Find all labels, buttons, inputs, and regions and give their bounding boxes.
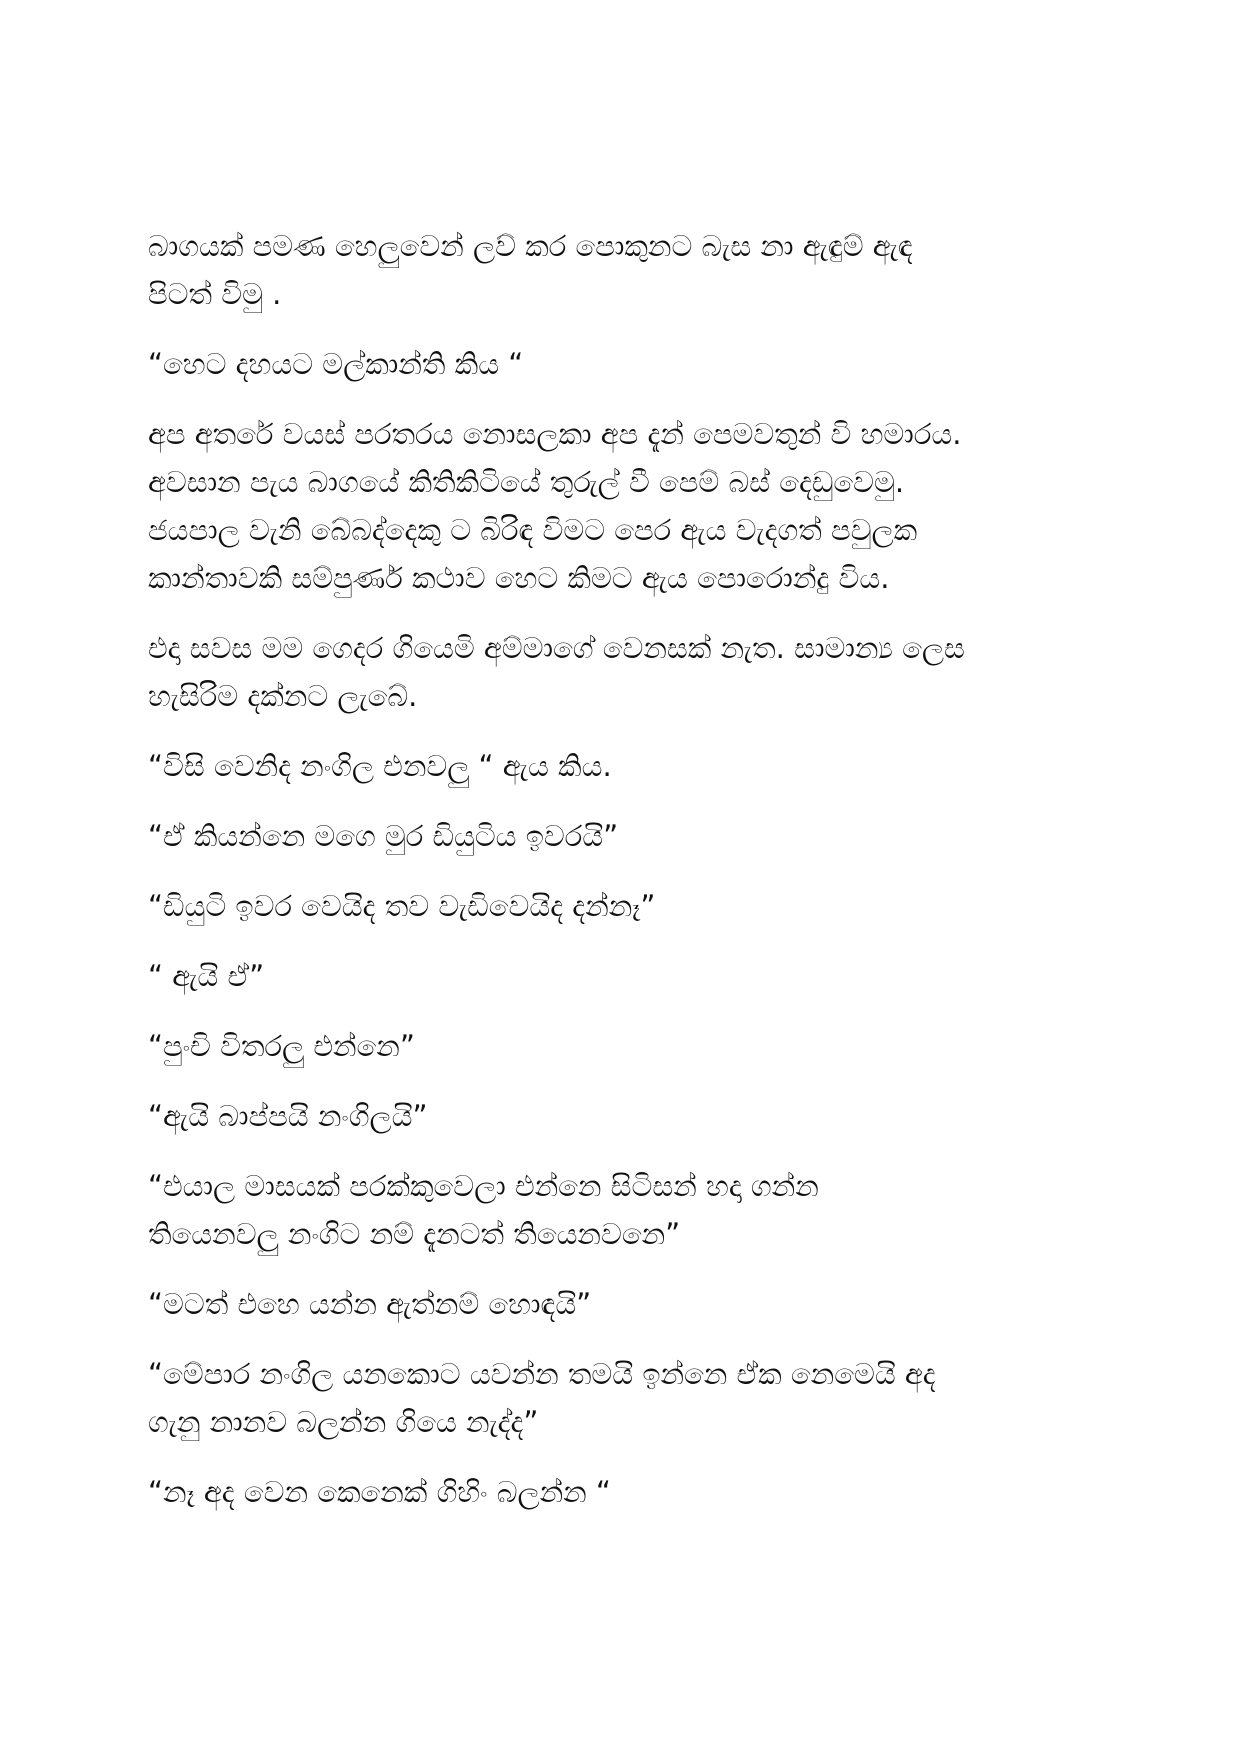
paragraph: [148, 1162, 1108, 1258]
text-line: “විසි වෙනිද නංගිල එනවලු “ ඇය කිය.: [148, 749, 612, 783]
text-line: “පුංචි විතරලු එන්නෙ”: [148, 1029, 415, 1063]
paragraph: [148, 1022, 1108, 1070]
paragraph: [148, 222, 1108, 318]
paragraph: [148, 624, 1108, 720]
paragraph: [148, 742, 1108, 790]
text-line: එදා සවස මම ගෙදර ගියෙමි අම්මාගේ වෙනසක් නැත. සාමාන්‍ය ලෙස: [148, 631, 965, 665]
paragraph: [148, 410, 1108, 602]
document-body: [148, 222, 1108, 1538]
text-line: ජයපාල වැනි බේබද්දෙකු ට බිරිඳ විමට පෙර ඇය වැදගත් පවුලක: [148, 513, 918, 547]
text-line: “ඒ කියන්නෙ මගෙ මුර ඩියුටිය ඉවරයි”: [148, 819, 619, 853]
paragraph: [148, 340, 1108, 388]
paragraph: [148, 812, 1108, 860]
paragraph: [148, 1350, 1108, 1446]
text-line: “මටත් එහෙ යන්න ඇත්නම් හොඳයි”: [148, 1287, 592, 1321]
text-line: “මේපාර නංගිල යනකොට යවන්න තමයි ඉන්නෙ ඒක නෙමෙයි අද: [148, 1357, 936, 1391]
text-line: කාන්තාවකි සම්පුර්ණ කථාව හෙට කිමට ඇය පොරොන්දු විය.: [148, 561, 890, 595]
text-line: “ඩියුටි ඉවර වෙයිද තව වැඩිවෙයිද දන්නෑ”: [148, 889, 656, 923]
paragraph: [148, 1280, 1108, 1328]
text-line: තියෙනවලු නංගිට නම් දැනටත් තියෙනවනෙ”: [148, 1217, 681, 1251]
text-line: බාගයක් පමණ හෙලුවෙන් ලව් කර පොකුනට බැස නා ඇඳුම් ඇඳ: [148, 229, 913, 263]
text-line: “නෑ අද වෙන කෙනෙක් ගිහිං බලන්න “: [148, 1475, 611, 1509]
paragraph: [148, 1092, 1108, 1140]
text-line: අප අතරේ වයස් පරතරය නොසලකා අප දැන් පෙමවතුන් වි හමාරය.: [148, 417, 962, 451]
text-line: “හෙට දහයට මල්කාන්ති කිය “: [148, 347, 524, 381]
text-line: ගැනු නානව බලන්න ගියෙ නැද්ද”: [148, 1405, 539, 1439]
text-line: “ඇයි බාප්පයි නංගිලයි”: [148, 1099, 428, 1133]
text-line: “ ඇයි ඒ”: [148, 959, 265, 993]
paragraph: [148, 882, 1108, 930]
paragraph: [148, 1468, 1108, 1516]
text-line: හැසිරිම දක්නට ලැබේ.: [148, 679, 418, 713]
paragraph: [148, 952, 1108, 1000]
text-line: පිටත් විමු .: [148, 277, 282, 311]
text-line: “එයාල මාසයක් පරක්කුවෙලා එන්නෙ සිටිසන් හදා ගන්න: [148, 1169, 819, 1203]
text-line: අවසාන පැය බාගයේ කිතිකිටියේ තුරුල් වී පෙම් බස් දෙඩුවෙමු.: [148, 465, 905, 499]
